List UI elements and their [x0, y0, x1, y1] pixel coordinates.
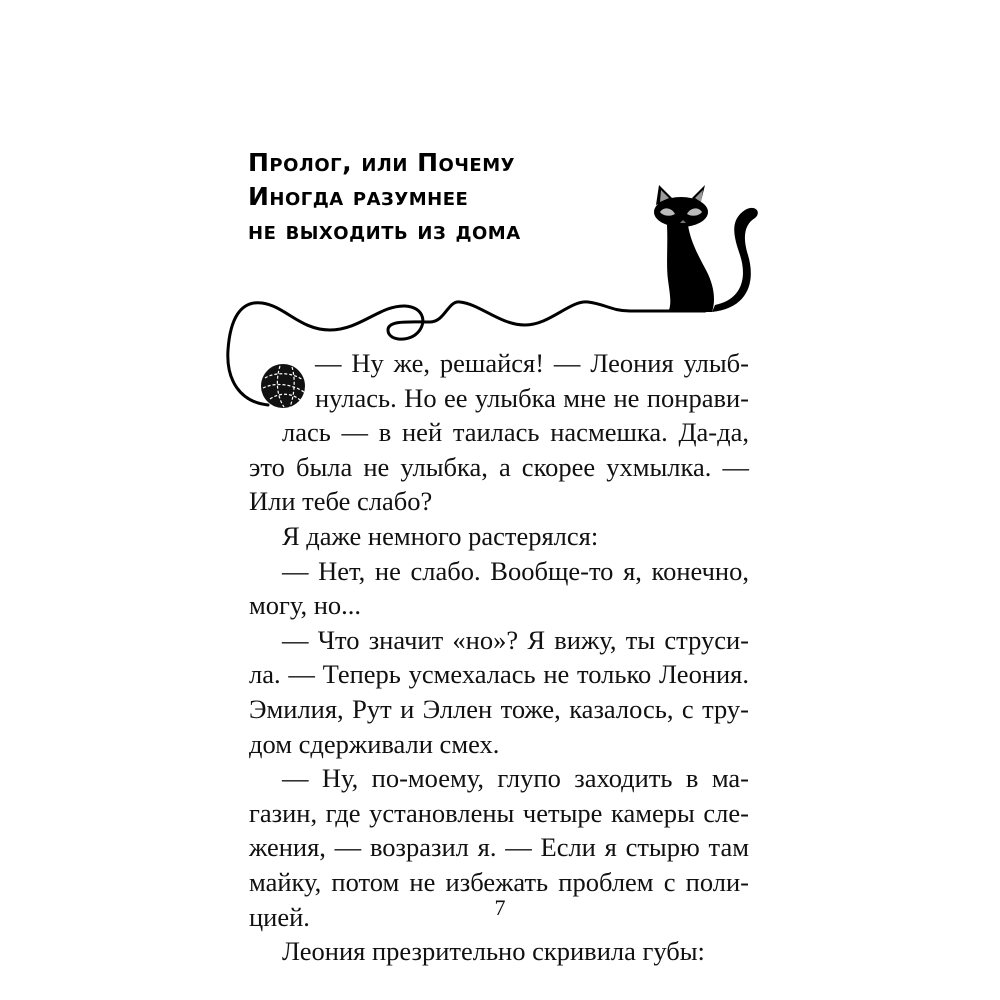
text-line: цией.	[249, 901, 310, 932]
text-line: дом сдерживали смех.	[249, 728, 500, 759]
text-line: — Нет, не слабо. Вообще-то я, конечно,	[282, 555, 749, 586]
text-line: могу, но...	[249, 590, 362, 621]
chapter-title-line: Пролог, или Почему	[248, 148, 515, 177]
chapter-title-line: Иногда разумнее	[248, 182, 469, 211]
text-line: Эмилия, Рут и Эллен тоже, казалось, с тру-	[249, 693, 749, 724]
body-text	[249, 346, 749, 969]
chapter-title-line: не выходить из дома	[248, 216, 521, 245]
text-line: Я даже немного растерялся:	[282, 520, 599, 551]
text-line: ла. — Теперь усмехалась не только Леония.	[249, 659, 749, 690]
text-line: майку, потом не избежать проблем с поли-	[249, 866, 749, 897]
text-line: жения, — возразил я. — Если я стырю там	[249, 832, 749, 863]
text-line: — Ну же, решайся! — Леония улыб-	[315, 348, 749, 378]
text-line: Леония презрительно скривила губы:	[282, 936, 705, 967]
text-line: Или тебе слабо?	[249, 486, 433, 517]
text-line: — Что значит «но»? Я вижу, ты струси-	[282, 624, 749, 655]
text-line: — Ну, по-моему, глупо заходить в ма-	[282, 763, 749, 794]
page-number: 7	[494, 895, 506, 920]
text-line: газин, где установлены четыре камеры сле-	[249, 797, 749, 828]
text-line: нулась. Но ее улыбка мне не понрави-	[315, 382, 749, 413]
text-line: это была не улыбка, а скорее ухмылка. —	[249, 451, 749, 482]
text-line: лась — в ней таилась насмешка. Да-да,	[282, 417, 749, 448]
black-cat-icon	[654, 185, 758, 312]
